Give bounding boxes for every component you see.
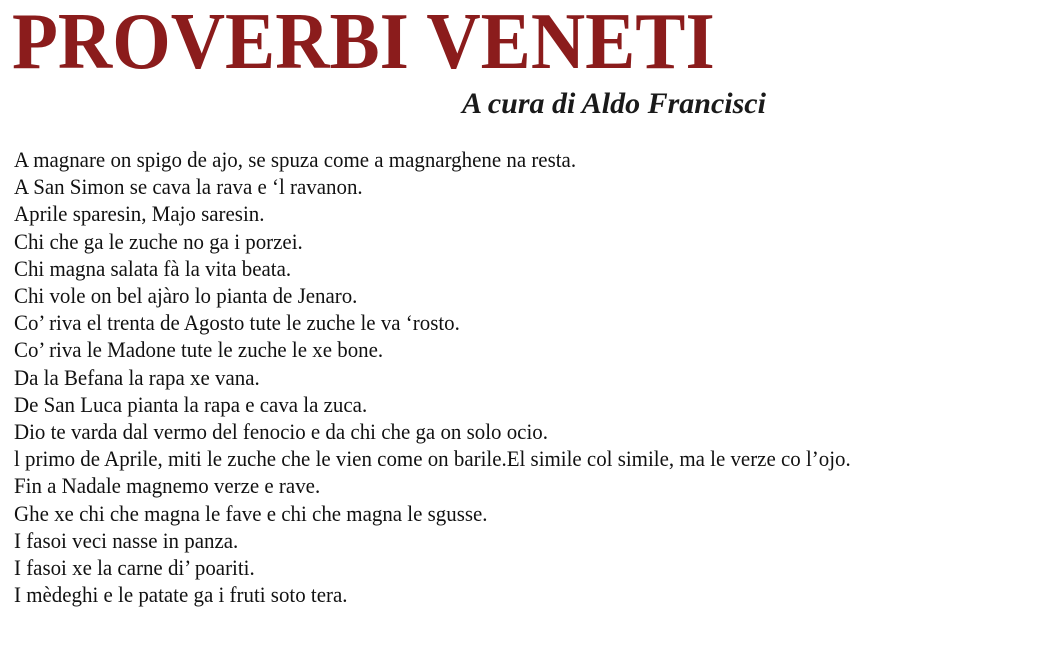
proverb-item: A magnare on spigo de ajo, se spuza come a magnarghene na resta. [14,147,577,172]
proverb-item: I fasoi xe la carne di’ poariti. [14,555,255,581]
proverb-item: Chi magna salata fà la vita beata. [14,255,292,281]
proverb-item: Fin a Nadale magnemo verze e rave. [14,473,321,499]
proverb-item: I mèdeghi e le patate ga i fruti soto tera. [14,582,348,608]
proverb-item: A San Simon se cava la rava e ‘l ravanon. [14,174,363,200]
page-subtitle: A cura di Aldo Francisci [462,87,766,120]
proverb-item: De San Luca pianta la rapa e cava la zuca. [14,391,368,417]
proverb-item: Co’ riva le Madone tute le zuche le xe bone. [14,337,384,363]
proverb-item: Da la Befana la rapa xe vana. [14,364,260,390]
proverb-item: I fasoi veci nasse in panza. [14,527,239,553]
page-title: PROVERBI VENETI [12,0,715,86]
proverb-item: Chi vole on bel ajàro lo pianta de Jenaro. [14,283,358,309]
proverb-item: Dio te varda dal vermo del fenocio e da chi che ga on solo ocio. [14,419,548,445]
proverb-item: Ghe xe chi che magna le fave e chi che magna le sgusse. [14,500,488,526]
proverb-item: Aprile sparesin, Majo saresin. [14,201,265,227]
proverb-list [14,146,1014,608]
proverb-item: Co’ riva el trenta de Agosto tute le zuche le va ‘rosto. [14,310,460,336]
proverb-item: l primo de Aprile, miti le zuche che le vien come on barile.El simile col simile, ma le verze co l’ojo. [14,446,851,472]
proverb-item: Chi che ga le zuche no ga i porzei. [14,228,303,254]
